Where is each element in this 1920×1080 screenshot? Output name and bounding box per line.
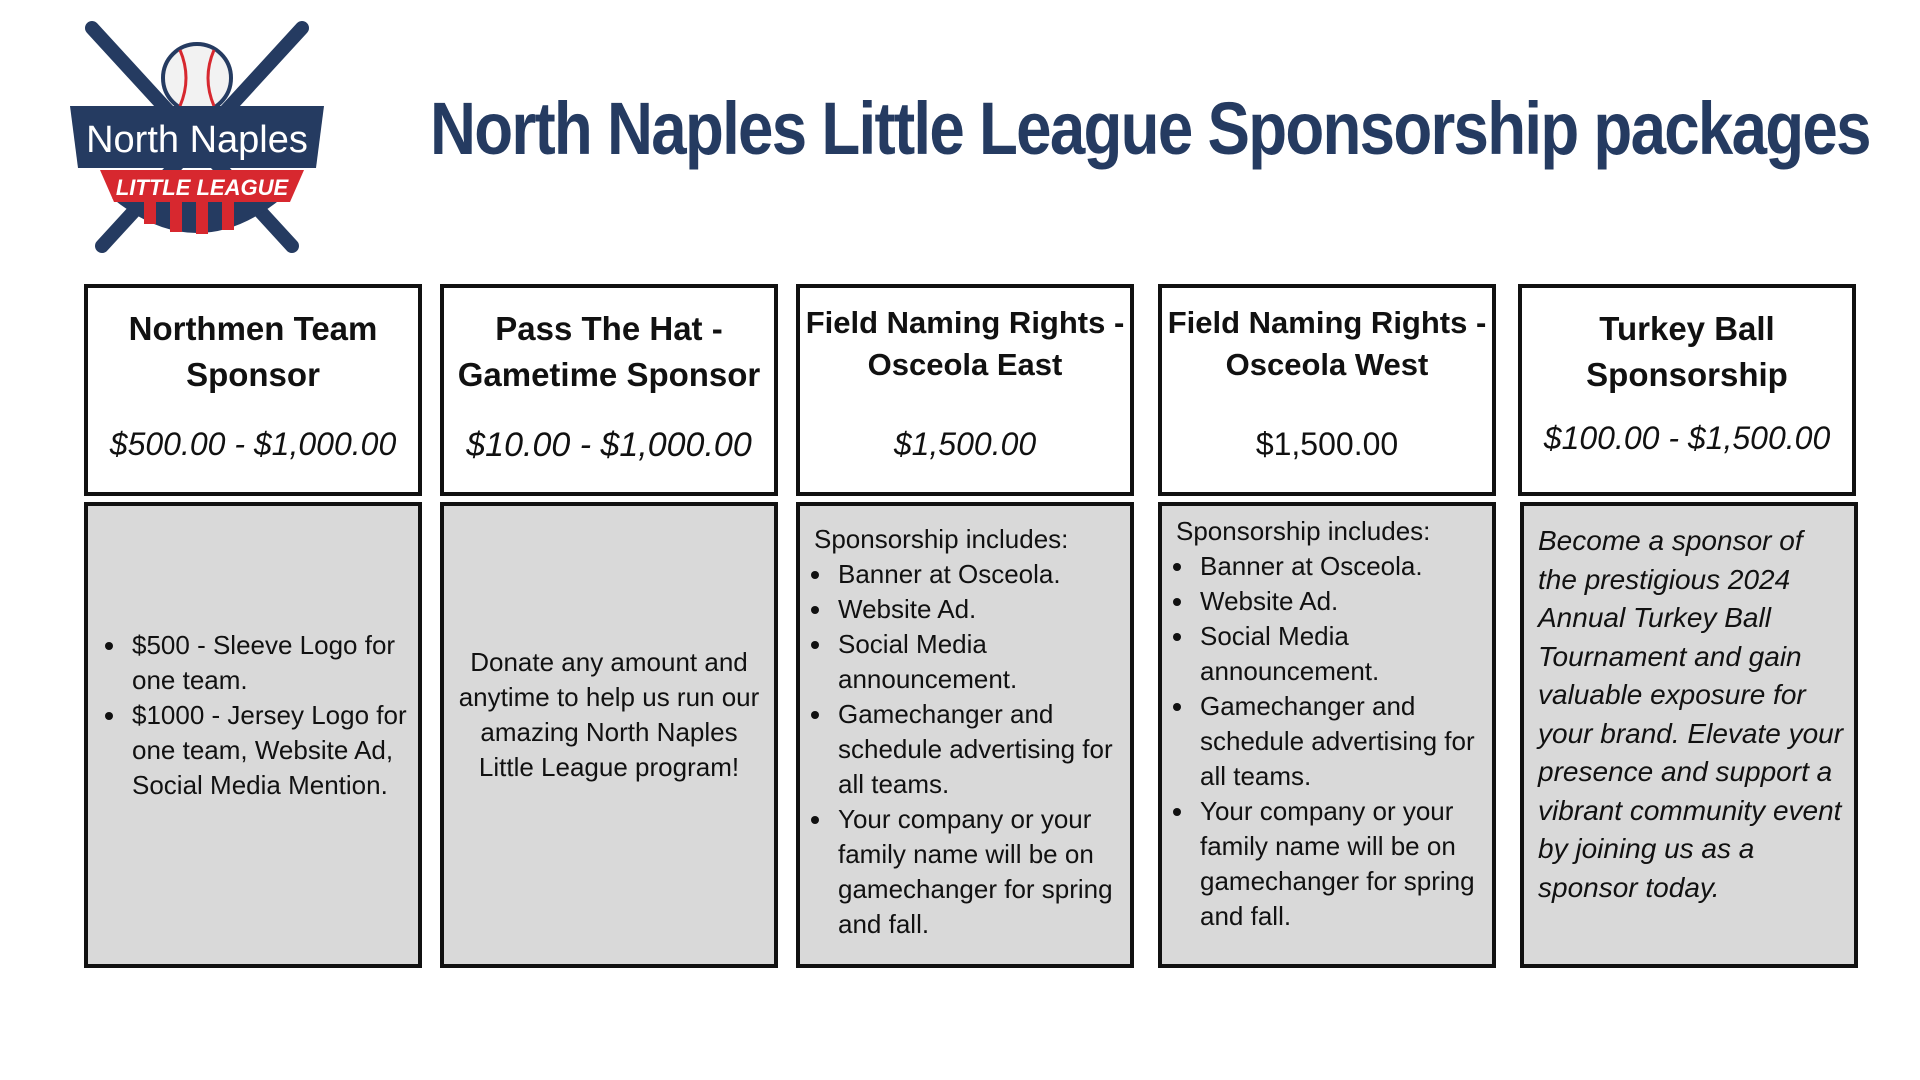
list-item: • Banner at Osceola.	[1196, 549, 1492, 584]
package-price: $1,500.00	[1255, 426, 1399, 462]
package-header-osceola-east	[796, 284, 1134, 496]
league-logo	[62, 18, 332, 258]
list-item: • Website Ad.	[1196, 584, 1492, 619]
benefit-list	[1162, 549, 1492, 934]
benefit-list	[88, 628, 418, 803]
package-price: $500.00 - $1,000.00	[109, 426, 397, 462]
package-header-pass-the-hat	[440, 284, 778, 496]
package-header-turkey-ball	[1518, 284, 1856, 496]
list-item: • Gamechanger and schedule advertising for all teams.	[834, 697, 1130, 802]
includes-label: Sponsorship includes:	[814, 524, 1069, 554]
list-item: • $1000 - Jersey Logo for one team, Website Ad, Social Media Mention.	[128, 698, 418, 803]
list-item: • Your company or your family name will be on gamechanger for spring and fall.	[1196, 794, 1492, 934]
package-body-osceola-east	[796, 502, 1134, 968]
list-item: • Banner at Osceola.	[834, 557, 1130, 592]
list-item: • Your company or your family name will be on gamechanger for spring and fall.	[834, 802, 1130, 942]
package-price: $1,500.00	[893, 426, 1037, 462]
list-item: • $500 - Sleeve Logo for one team.	[128, 628, 418, 698]
package-body-northmen	[84, 502, 422, 968]
package-body-turkey-ball	[1520, 502, 1858, 968]
package-body-pass-the-hat	[440, 502, 778, 968]
package-body-osceola-west	[1158, 502, 1496, 968]
package-header-northmen	[84, 284, 422, 496]
package-description: Donate any amount and anytime to help us run our amazing North Naples Little League program!	[458, 647, 760, 782]
package-name: Field Naming Rights - Osceola West	[1167, 305, 1487, 382]
list-item: • Website Ad.	[834, 592, 1130, 627]
benefit-list	[800, 557, 1130, 942]
logo-text-line1: North Naples	[86, 119, 308, 161]
package-description: Become a sponsor of the prestigious 2024 Annual Turkey Ball Tournament and gain valuable exposure for your brand. Elevate your presence and support a vibrant community event by joining us as a sponsor today.	[1538, 525, 1844, 903]
package-price: $100.00 - $1,500.00	[1543, 420, 1831, 456]
package-name: Turkey Ball Sponsorship	[1586, 310, 1788, 393]
package-header-osceola-west	[1158, 284, 1496, 496]
list-item: • Gamechanger and schedule advertising for all teams.	[1196, 689, 1492, 794]
logo-text-line2: LITTLE LEAGUE	[115, 175, 289, 200]
page-title: North Naples Little League Sponsorship packages	[430, 87, 1870, 170]
package-price: $10.00 - $1,000.00	[466, 426, 752, 464]
list-item: • Social Media announcement.	[1196, 619, 1492, 689]
package-name: Northmen Team Sponsor	[128, 310, 378, 393]
package-name: Pass The Hat - Gametime Sponsor	[457, 310, 761, 393]
baseball-icon	[163, 44, 231, 112]
includes-label: Sponsorship includes:	[1176, 516, 1431, 546]
package-name: Field Naming Rights - Osceola East	[805, 305, 1125, 382]
list-item: • Social Media announcement.	[834, 627, 1130, 697]
